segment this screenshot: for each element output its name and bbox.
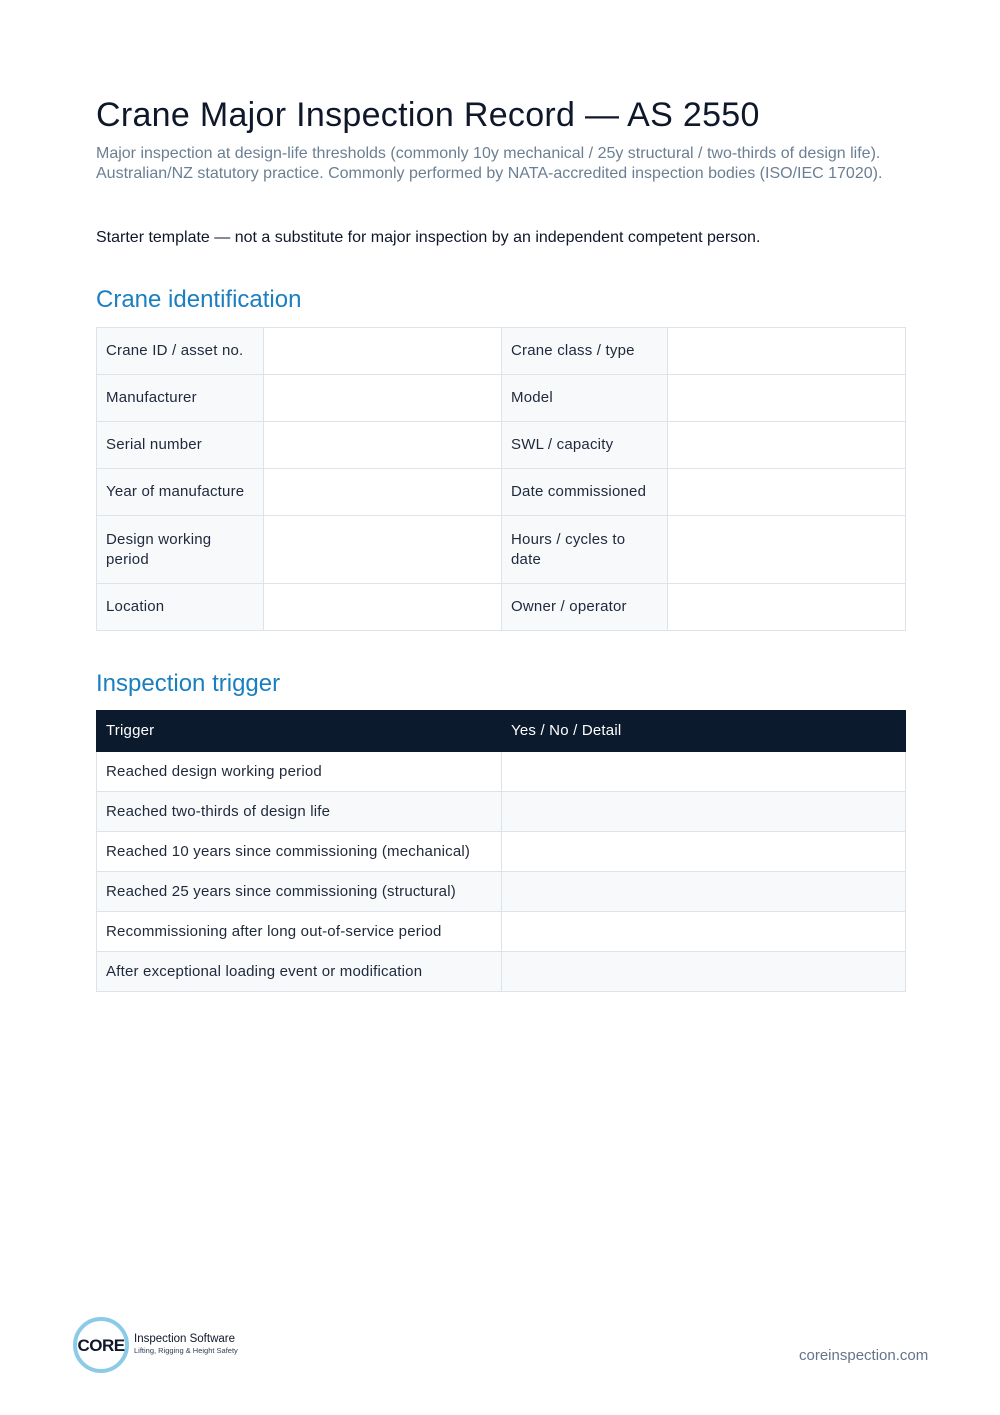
field-label: Model [502,375,668,422]
crane-id-field[interactable] [264,328,502,375]
core-logo [72,1315,252,1375]
crane-identification-table [96,327,906,631]
column-header-trigger: Trigger [97,711,502,752]
model-field[interactable] [668,375,906,422]
trigger-label: Reached design working period [97,752,502,792]
crane-identification-heading: Crane identification [96,286,302,313]
field-label: SWL / capacity [502,422,668,469]
table-row [97,752,906,792]
field-label: Date commissioned [502,469,668,516]
owner-operator-field[interactable] [668,584,906,631]
column-header-detail: Yes / No / Detail [502,711,906,752]
table-row [97,872,906,912]
trigger-detail-field[interactable] [502,832,906,872]
table-row [97,469,906,516]
field-label: Serial number [97,422,264,469]
trigger-label: Reached 10 years since commissioning (mechanical) [97,832,502,872]
field-label: Crane class / type [502,328,668,375]
table-row [97,912,906,952]
logo-tagline: Inspection Software [134,1333,236,1345]
swl-capacity-field[interactable] [668,422,906,469]
location-field[interactable] [264,584,502,631]
field-label: Manufacturer [97,375,264,422]
hours-cycles-field[interactable] [668,516,906,584]
year-of-manufacture-field[interactable] [264,469,502,516]
serial-number-field[interactable] [264,422,502,469]
logo-subtagline: Lifting, Rigging & Height Safety [134,1346,238,1355]
trigger-detail-field[interactable] [502,912,906,952]
inspection-trigger-table [96,710,906,992]
page-title: Crane Major Inspection Record — AS 2550 [96,96,760,134]
inspection-trigger-heading: Inspection trigger [96,670,281,697]
table-row [97,832,906,872]
table-row [97,516,906,584]
disclaimer-text: Starter template — not a substitute for major inspection by an independent competent person. [96,229,761,246]
table-row [97,584,906,631]
page-subtitle: Major inspection at design-life thresholds (commonly 10y mechanical / 25y structural / two-thirds of design life). Australian/NZ statutory practice. Commonly performed by NATA-accredited inspection bodies (ISO/IEC 17020). [96,145,883,182]
field-label: Owner / operator [502,584,668,631]
table-header-row [97,711,906,752]
table-row [97,792,906,832]
field-label: Design working period [97,516,264,584]
trigger-label: Reached two-thirds of design life [97,792,502,832]
manufacturer-field[interactable] [264,375,502,422]
trigger-detail-field[interactable] [502,752,906,792]
table-row [97,328,906,375]
table-row [97,952,906,992]
footer-website-link[interactable]: coreinspection.com [799,1347,929,1364]
field-label: Crane ID / asset no. [97,328,264,375]
field-label: Location [97,584,264,631]
table-row [97,375,906,422]
crane-class-field[interactable] [668,328,906,375]
date-commissioned-field[interactable] [668,469,906,516]
trigger-label: After exceptional loading event or modification [97,952,502,992]
trigger-detail-field[interactable] [502,872,906,912]
logo-wordmark: CORE [77,1336,125,1355]
field-label: Year of manufacture [97,469,264,516]
trigger-label: Recommissioning after long out-of-service period [97,912,502,952]
trigger-detail-field[interactable] [502,952,906,992]
field-label: Hours / cycles to date [502,516,668,584]
table-row [97,422,906,469]
trigger-detail-field[interactable] [502,792,906,832]
trigger-label: Reached 25 years since commissioning (structural) [97,872,502,912]
design-working-period-field[interactable] [264,516,502,584]
